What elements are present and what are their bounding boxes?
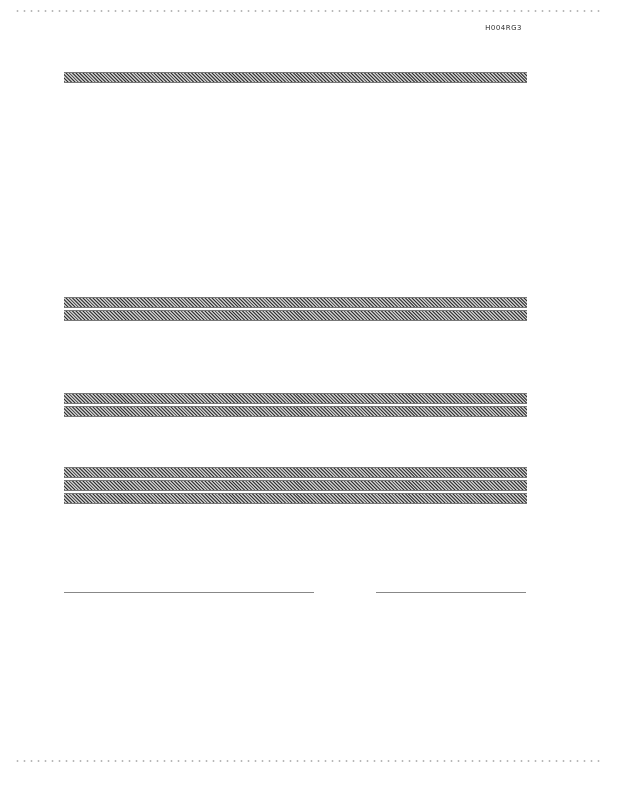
form-row [64, 118, 527, 125]
form-row [64, 448, 527, 455]
form-row [64, 442, 527, 449]
form-row [64, 455, 527, 462]
form-row [64, 372, 527, 379]
form-row [64, 223, 527, 230]
form-row [64, 190, 527, 197]
form-row [64, 358, 527, 365]
form-row [64, 245, 527, 252]
form-row [64, 94, 527, 101]
section-subtitle [64, 419, 527, 425]
form-row [64, 124, 527, 131]
section-header-bar [64, 310, 527, 321]
form-row [64, 258, 527, 265]
form-row [64, 365, 527, 372]
top-edge-dots [14, 10, 604, 12]
form-row [64, 345, 527, 352]
form-row [64, 265, 527, 272]
form-row [64, 197, 527, 204]
section-header-bar [64, 493, 527, 504]
section-header-bar [64, 480, 527, 491]
section-header-bar [64, 297, 527, 308]
form-row [64, 101, 527, 108]
form-row [64, 210, 527, 217]
document-id: H004RG3 [485, 24, 522, 32]
notes-block [64, 142, 527, 160]
section-subtitle [64, 236, 527, 242]
section-header-bar [64, 72, 527, 83]
form-row [64, 111, 527, 118]
section-subtitle [64, 323, 527, 329]
form-row [64, 204, 527, 211]
form-row [64, 278, 527, 285]
signature-line [376, 592, 526, 593]
signature-line [64, 592, 314, 593]
form-row [64, 378, 527, 385]
form-row [64, 252, 527, 259]
form-row [64, 339, 527, 346]
form-row [64, 385, 527, 392]
form-row [64, 435, 527, 442]
form-row [64, 171, 527, 178]
form-body [64, 70, 527, 515]
form-row [64, 332, 527, 339]
form-row [64, 184, 527, 191]
form-row [64, 177, 527, 184]
signature-block-right [376, 594, 378, 615]
signature-block-left [66, 594, 68, 615]
section-subtitle [64, 162, 527, 168]
section-header-bar [64, 467, 527, 478]
form-row [64, 271, 527, 278]
form-row [64, 135, 527, 142]
section-subtitle [64, 85, 527, 91]
certification-text [64, 506, 527, 512]
form-row [64, 428, 527, 435]
form-row [64, 217, 527, 224]
section-header-bar [64, 393, 527, 404]
form-row [64, 288, 527, 295]
form-row [64, 352, 527, 359]
bottom-edge-dots [14, 760, 604, 762]
section-header-bar [64, 406, 527, 417]
